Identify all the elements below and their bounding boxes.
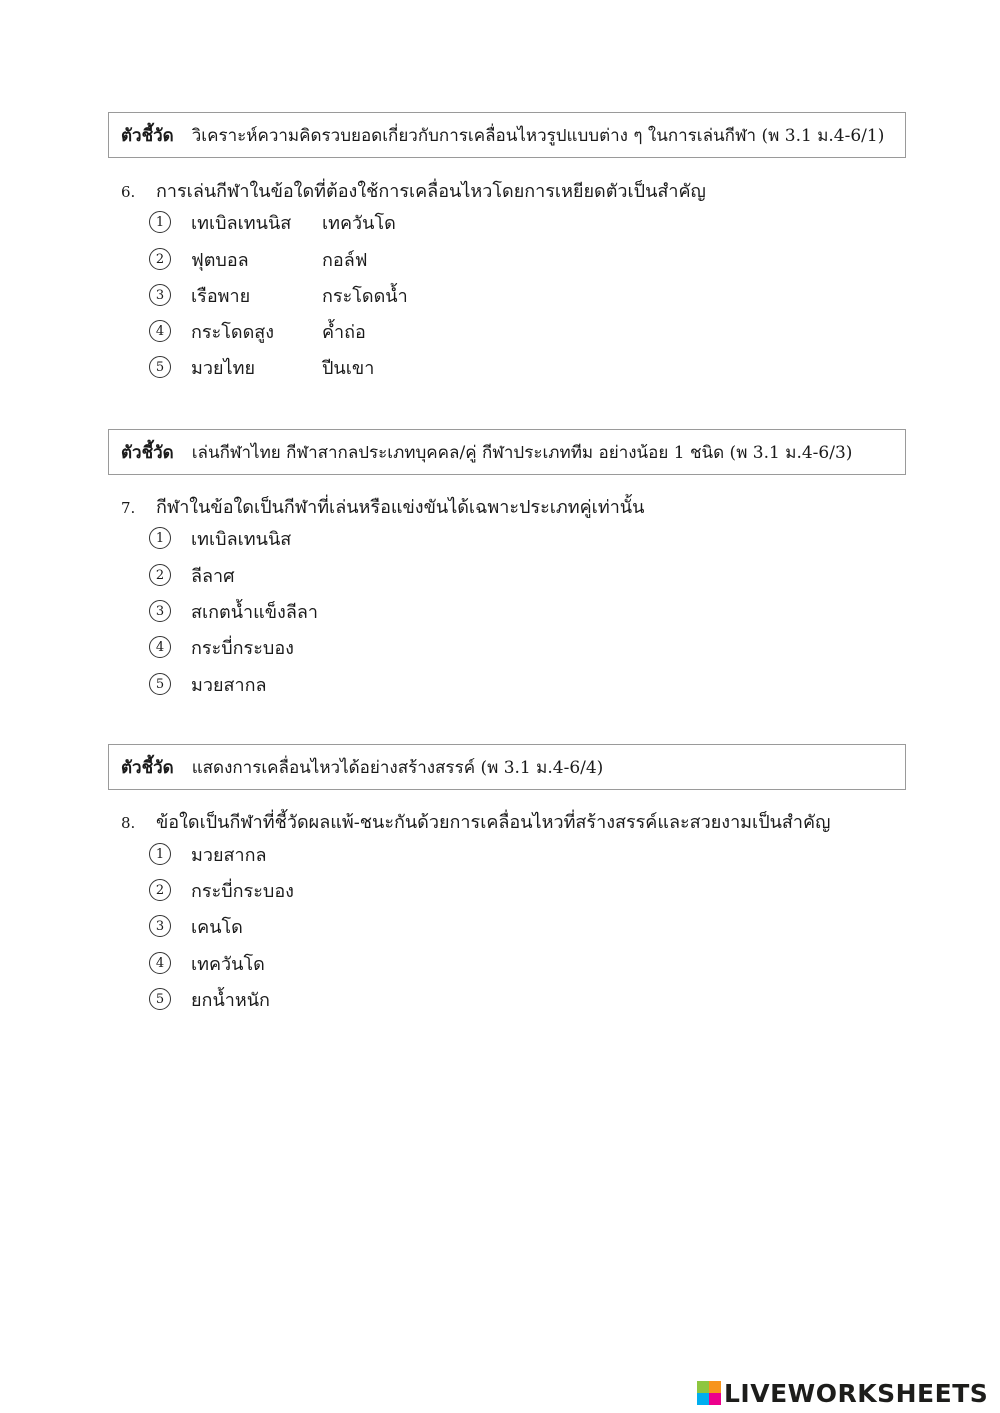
watermark-text: LIVEWORKSHEETS [724, 1378, 989, 1408]
indicator-label: ตัวชี้วัด [121, 442, 174, 463]
option-number-circle: 2 [149, 564, 171, 586]
option-text-b: เทควันโด [322, 212, 396, 234]
option-text: กระบี่กระบอง [191, 880, 294, 902]
option-number-circle: 5 [149, 356, 171, 378]
option-text-a: เรือพาย [191, 285, 251, 307]
option-text: มวยสากล [191, 674, 267, 696]
logo-square-green [697, 1381, 709, 1393]
option-number-circle: 3 [149, 915, 171, 937]
option-number-circle: 4 [149, 636, 171, 658]
option-number-circle: 5 [149, 673, 171, 695]
option-text-a: เทเบิลเทนนิส [191, 212, 292, 234]
indicator-text: วิเคราะห์ความคิดรวบยอดเกี่ยวกับการเคลื่อนไหวรูปแบบต่าง ๆ ในการเล่นกีฬา (พ 3.1 ม.4-6/1) [191, 125, 885, 146]
indicator-label: ตัวชี้วัด [121, 757, 174, 778]
option-number-circle: 3 [149, 284, 171, 306]
logo-square-pink [709, 1393, 721, 1405]
question-number: 6. [121, 183, 136, 201]
option-q8-4[interactable] [149, 949, 265, 977]
option-q7-4[interactable] [149, 633, 294, 661]
question-8 [121, 807, 830, 836]
question-number: 7. [121, 499, 136, 517]
indicator-text: เล่นกีฬาไทย กีฬาสากลประเภทบุคคล/คู่ กีฬาประเภททีม อย่างน้อย 1 ชนิด (พ 3.1 ม.4-6/3) [191, 442, 853, 463]
question-text: การเล่นกีฬาในข้อใดที่ต้องใช้การเคลื่อนไหวโดยการเหยียดตัวเป็นสำคัญ [156, 181, 706, 202]
question-6 [121, 176, 706, 205]
option-q6-5[interactable] [149, 353, 374, 381]
option-number-circle: 3 [149, 600, 171, 622]
option-text: สเกตน้ำแข็งลีลา [191, 601, 319, 623]
option-q6-2[interactable] [149, 245, 367, 273]
option-text-a: กระโดดสูง [191, 321, 275, 343]
option-q6-3[interactable] [149, 281, 408, 309]
option-text: เคนโด [191, 916, 243, 938]
option-number-circle: 4 [149, 952, 171, 974]
option-q6-1[interactable] [149, 208, 396, 236]
option-text: ยกน้ำหนัก [191, 989, 270, 1011]
question-text: กีฬาในข้อใดเป็นกีฬาที่เล่นหรือแข่งขันได้เฉพาะประเภทคู่เท่านั้น [156, 497, 645, 518]
liveworksheets-logo-icon [697, 1381, 721, 1405]
option-number-circle: 5 [149, 988, 171, 1010]
option-number-circle: 1 [149, 843, 171, 865]
indicator-label: ตัวชี้วัด [121, 125, 174, 146]
option-q7-3[interactable] [149, 597, 318, 625]
option-number-circle: 1 [149, 211, 171, 233]
option-text-b: ปีนเขา [322, 357, 375, 379]
indicator-box-3 [108, 744, 906, 790]
indicator-box-2 [108, 429, 906, 475]
option-text-a: ฟุตบอล [191, 249, 249, 271]
option-text: เทเบิลเทนนิส [191, 528, 292, 550]
option-text: กระบี่กระบอง [191, 637, 294, 659]
liveworksheets-watermark [697, 1378, 988, 1408]
option-text-a: มวยไทย [191, 357, 255, 379]
question-number: 8. [121, 814, 136, 832]
option-text: ลีลาศ [191, 565, 235, 587]
option-text: มวยสากล [191, 844, 267, 866]
option-number-circle: 2 [149, 248, 171, 270]
logo-square-blue [697, 1393, 709, 1405]
indicator-box-1 [108, 112, 906, 158]
option-number-circle: 2 [149, 879, 171, 901]
option-q8-3[interactable] [149, 912, 243, 940]
option-q8-2[interactable] [149, 876, 294, 904]
option-q8-5[interactable] [149, 985, 270, 1013]
option-q6-4[interactable] [149, 317, 366, 345]
option-q7-5[interactable] [149, 670, 267, 698]
logo-square-orange [709, 1381, 721, 1393]
indicator-text: แสดงการเคลื่อนไหวได้อย่างสร้างสรรค์ (พ 3.1 ม.4-6/4) [191, 757, 604, 778]
option-text-b: ค้ำถ่อ [322, 321, 366, 343]
option-text: เทควันโด [191, 953, 265, 975]
option-text-b: กระโดดน้ำ [322, 285, 408, 307]
option-number-circle: 4 [149, 320, 171, 342]
option-text-b: กอล์ฟ [322, 249, 368, 271]
option-number-circle: 1 [149, 527, 171, 549]
question-7 [121, 492, 644, 521]
question-text: ข้อใดเป็นกีฬาที่ชี้วัดผลแพ้-ชนะกันด้วยการเคลื่อนไหวที่สร้างสรรค์และสวยงามเป็นสำคัญ [156, 812, 831, 833]
option-q7-2[interactable] [149, 561, 235, 589]
option-q8-1[interactable] [149, 840, 267, 868]
option-q7-1[interactable] [149, 524, 291, 552]
